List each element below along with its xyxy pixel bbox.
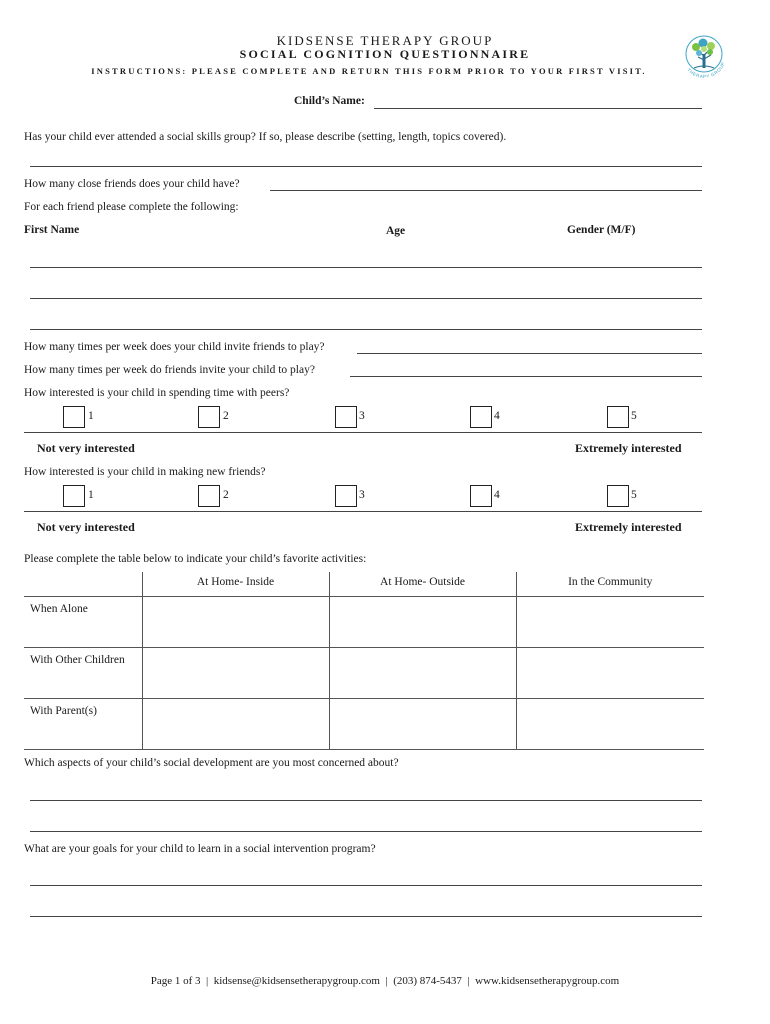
peers-scale-number: 5 [631,410,637,422]
new-friends-scale-number: 1 [88,489,94,501]
form-instructions: INSTRUCTIONS: PLEASE COMPLETE AND RETURN THIS FORM PRIOR TO YOUR FIRST VISIT. [91,66,647,76]
new-friends-scale-checkbox-3[interactable] [335,485,357,507]
footer-separator: | [385,975,388,987]
social-group-answer-line[interactable] [30,166,702,167]
concerns-answer-line[interactable] [30,800,702,801]
kidsense-logo [676,24,732,84]
row-header: With Parent(s) [24,698,142,749]
peers-scale-checkbox-4[interactable] [470,406,492,428]
activity-cell[interactable] [516,698,704,749]
new-friends-scale-number: 2 [223,489,229,501]
new-friends-scale-checkbox-2[interactable] [198,485,220,507]
new-friends-scale-number: 3 [359,489,365,501]
form-title: SOCIAL COGNITION QUESTIONNAIRE [239,47,531,61]
friend-entry-line[interactable] [30,298,702,299]
footer-email: kidsense@kidsensetherapygroup.com [213,975,380,987]
page-footer [0,975,770,987]
each-friend-instruction: For each friend please complete the following: [24,201,239,213]
logo-text-top [676,24,709,26]
goals-question: What are your goals for your child to learn in a social intervention program? [24,843,376,855]
row-header: When Alone [24,596,142,647]
activity-cell[interactable] [142,596,329,647]
divider [24,432,702,433]
activities-corner-cell [24,572,142,596]
peers-scale-number: 4 [494,410,500,422]
new-friends-scale-number: 4 [494,489,500,501]
organization-name: KIDSENSE THERAPY GROUP [276,33,494,48]
friends-invite-question: How many times per week do friends invite your child to play? [24,364,315,376]
invite-friends-question: How many times per week does your child invite friends to play? [24,341,325,353]
footer-phone: (203) 874-5437 [393,975,462,987]
peers-scale-number: 1 [88,410,94,422]
goals-answer-line[interactable] [30,916,702,917]
activity-cell[interactable] [329,698,516,749]
activities-table [24,572,704,750]
invite-friends-answer-line[interactable] [357,353,702,354]
gender-column-label: Gender (M/F) [567,224,636,236]
activity-cell[interactable] [516,596,704,647]
peers-scale-low-label: Not very interested [37,441,135,455]
row-header: With Other Children [24,647,142,698]
table-row [24,596,704,647]
new-friends-scale-checkbox-5[interactable] [607,485,629,507]
peers-scale-checkbox-5[interactable] [607,406,629,428]
activity-cell[interactable] [329,647,516,698]
friends-invite-answer-line[interactable] [350,376,702,377]
page-number: Page 1 of 3 [150,975,201,987]
table-row [24,698,704,749]
new-friends-scale-checkbox-1[interactable] [63,485,85,507]
activity-cell[interactable] [329,596,516,647]
peers-scale-checkbox-2[interactable] [198,406,220,428]
peers-scale-checkbox-1[interactable] [63,406,85,428]
footer-separator: | [467,975,470,987]
column-header: In the Community [516,572,704,596]
footer-separator: | [206,975,209,987]
concerns-question: Which aspects of your child’s social development are you most concerned about? [24,757,399,769]
logo-text-bottom: THERAPY GROUP [686,61,726,80]
new-friends-scale-checkbox-4[interactable] [470,485,492,507]
interest-new-friends-question: How interested is your child in making new friends? [24,466,266,478]
first-name-column-label: First Name [24,224,80,236]
divider [24,511,702,512]
activity-cell[interactable] [516,647,704,698]
child-name-field[interactable] [374,108,702,109]
activity-cell[interactable] [142,698,329,749]
column-header: At Home- Inside [142,572,329,596]
column-header: At Home- Outside [329,572,516,596]
close-friends-question: How many close friends does your child have? [24,178,240,190]
age-column-label: Age [386,225,406,237]
new-friends-scale-number: 5 [631,489,637,501]
new-friends-scale-high-label: Extremely interested [575,520,682,534]
peers-scale-number: 2 [223,410,229,422]
friend-entry-line[interactable] [30,329,702,330]
footer-website: www.kidsensetherapygroup.com [475,975,620,987]
concerns-answer-line[interactable] [30,831,702,832]
peers-scale-number: 3 [359,410,365,422]
child-name-label: Child’s Name: [294,95,365,107]
peers-scale-checkbox-3[interactable] [335,406,357,428]
close-friends-answer-line[interactable] [270,190,702,191]
table-row [24,647,704,698]
friend-entry-line[interactable] [30,267,702,268]
activities-prompt: Please complete the table below to indicate your child’s favorite activities: [24,553,367,565]
social-group-question: Has your child ever attended a social skills group? If so, please describe (setting, length, topics covered). [24,131,507,143]
activity-cell[interactable] [142,647,329,698]
new-friends-scale-low-label: Not very interested [37,520,135,534]
goals-answer-line[interactable] [30,885,702,886]
peers-scale-high-label: Extremely interested [575,441,682,455]
interest-peers-question: How interested is your child in spending time with peers? [24,387,290,399]
